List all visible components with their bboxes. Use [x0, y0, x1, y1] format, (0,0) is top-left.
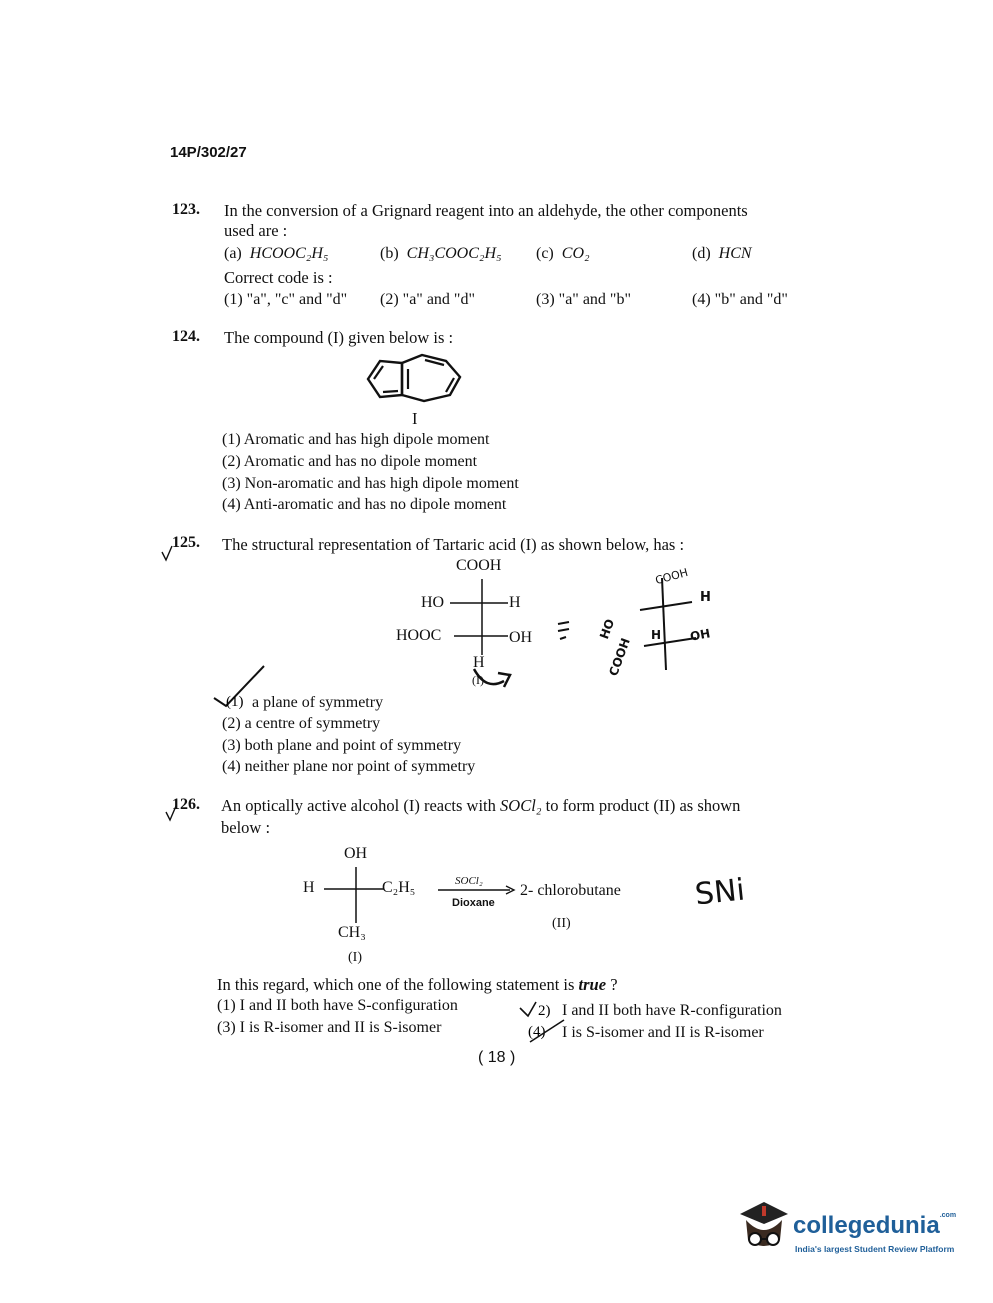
q126-answer-2: I and II both have R-configuration: [562, 1002, 782, 1019]
logo-tagline: India's largest Student Review Platform: [795, 1244, 955, 1254]
q126-text-line2: below :: [221, 818, 271, 837]
q125-answer-4: (4) neither plane nor point of symmetry: [222, 758, 476, 775]
handwriting-h-mid: H: [651, 628, 662, 642]
handwriting-sni: SNi: [693, 872, 747, 913]
q125-text: The structural representation of Tartaric acid (I) as shown below, has :: [222, 535, 685, 554]
q125-answer-1: a plane of symmetry: [252, 694, 384, 711]
graduate-mascot-icon: [736, 1196, 792, 1256]
q126-text-line1: An optically active alcohol (I) reacts with SOCl₂ to form product (II) as shown: [221, 796, 741, 815]
solvent-label: Dioxane: [452, 897, 495, 909]
reaction-arrow-icon: [438, 884, 518, 896]
fischer-left-hooc: HOOC: [396, 627, 442, 644]
alcohol-bonds: [320, 865, 390, 925]
q124-answer-4: (4) Anti-aromatic and has no dipole moment: [222, 496, 507, 513]
q123-number: 123.: [172, 201, 200, 218]
q126-answer-2-check-mark: [518, 998, 562, 1020]
svg-text:(4): (4): [528, 1024, 546, 1040]
handwriting-oh-right: OH: [688, 626, 712, 644]
fischer-left-ho: HO: [421, 594, 445, 611]
q123-answer-2: (2) "a" and "d": [380, 291, 475, 308]
alcohol-label: (I): [348, 950, 362, 965]
fischer-bonds: [440, 575, 520, 665]
fischer-right-oh: OH: [509, 629, 533, 646]
fischer-right-h: H: [509, 594, 521, 611]
q123-text-line2: used are :: [224, 221, 288, 240]
q126-answer-4-strike-mark: [526, 1018, 566, 1046]
svg-text:2): 2): [538, 1003, 551, 1019]
q126-question: In this regard, which one of the following statement is true ?: [217, 975, 618, 994]
q126-answer-1: (1) I and II both have S-configuration: [217, 997, 458, 1014]
handwritten-equals-icon: [556, 620, 572, 642]
q126-answer-3: (3) I is R-isomer and II is S-isomer: [217, 1019, 442, 1036]
product-label: (II): [552, 916, 571, 931]
handwriting-cooh-left: COOH: [606, 636, 633, 678]
q124-number: 124.: [172, 328, 200, 345]
q123-answer-3: (3) "a" and "b": [536, 291, 631, 308]
paper-code: 14P/302/27: [170, 144, 247, 161]
product-name: 2- chlorobutane: [520, 882, 621, 899]
q123-option-d: (d) HCN: [692, 245, 752, 262]
fischer-bottom-h: H: [473, 654, 485, 671]
alcohol-top-oh: OH: [344, 845, 368, 862]
handwriting-cooh-top: COOH: [653, 565, 690, 588]
q126-answer-4: I is S-isomer and II is R-isomer: [562, 1024, 764, 1041]
q124-answer-2: (2) Aromatic and has no dipole moment: [222, 453, 478, 470]
page-number: ( 18 ): [478, 1049, 516, 1066]
handwriting-h-right: H: [700, 590, 711, 605]
q124-text: The compound (I) given below is :: [224, 328, 454, 347]
azulene-structure: [360, 355, 470, 405]
q123-code-label: Correct code is :: [224, 268, 333, 287]
q123-text-line1: In the conversion of a Grignard reagent into an aldehyde, the other components: [224, 201, 748, 220]
q126-tick-mark: [164, 804, 184, 824]
q124-answer-3: (3) Non-aromatic and has high dipole moment: [222, 475, 519, 492]
handwriting-ho-left: HO: [597, 617, 618, 641]
q123-option-c: (c) CO₂: [536, 245, 590, 262]
alcohol-left-h: H: [303, 879, 315, 896]
q123-answer-1: (1) "a", "c" and "d": [224, 291, 348, 308]
fischer-top-cooh: COOH: [456, 557, 502, 574]
q123-option-b: (b) CH₃COOC₂H₅: [380, 245, 502, 262]
q124-answer-1: (1) Aromatic and has high dipole moment: [222, 431, 490, 448]
q125-number: 125.: [172, 534, 200, 551]
rotation-arrow-icon: [470, 665, 520, 695]
q124-structure-label: I: [412, 409, 418, 428]
q125-answer-2: (2) a centre of symmetry: [222, 715, 381, 732]
alcohol-bottom-ch3: CH₃: [338, 924, 366, 941]
q125-answer-3: (3) both plane and point of symmetry: [222, 737, 462, 754]
fischer-label: (I): [472, 673, 484, 687]
alcohol-right-c2h5: C₂H₅: [382, 879, 416, 896]
logo-wordmark: collegedunia$^{.com}$: [793, 1212, 957, 1239]
svg-text:(1): (1): [226, 694, 244, 710]
q123-option-a: (a) HCOOC₂H₅: [224, 245, 329, 262]
reagent-label: SOCl₂: [455, 875, 483, 887]
q125-tick-mark: [160, 544, 180, 564]
q123-answer-4: (4) "b" and "d": [692, 291, 788, 308]
q126-number: 126.: [172, 796, 200, 813]
